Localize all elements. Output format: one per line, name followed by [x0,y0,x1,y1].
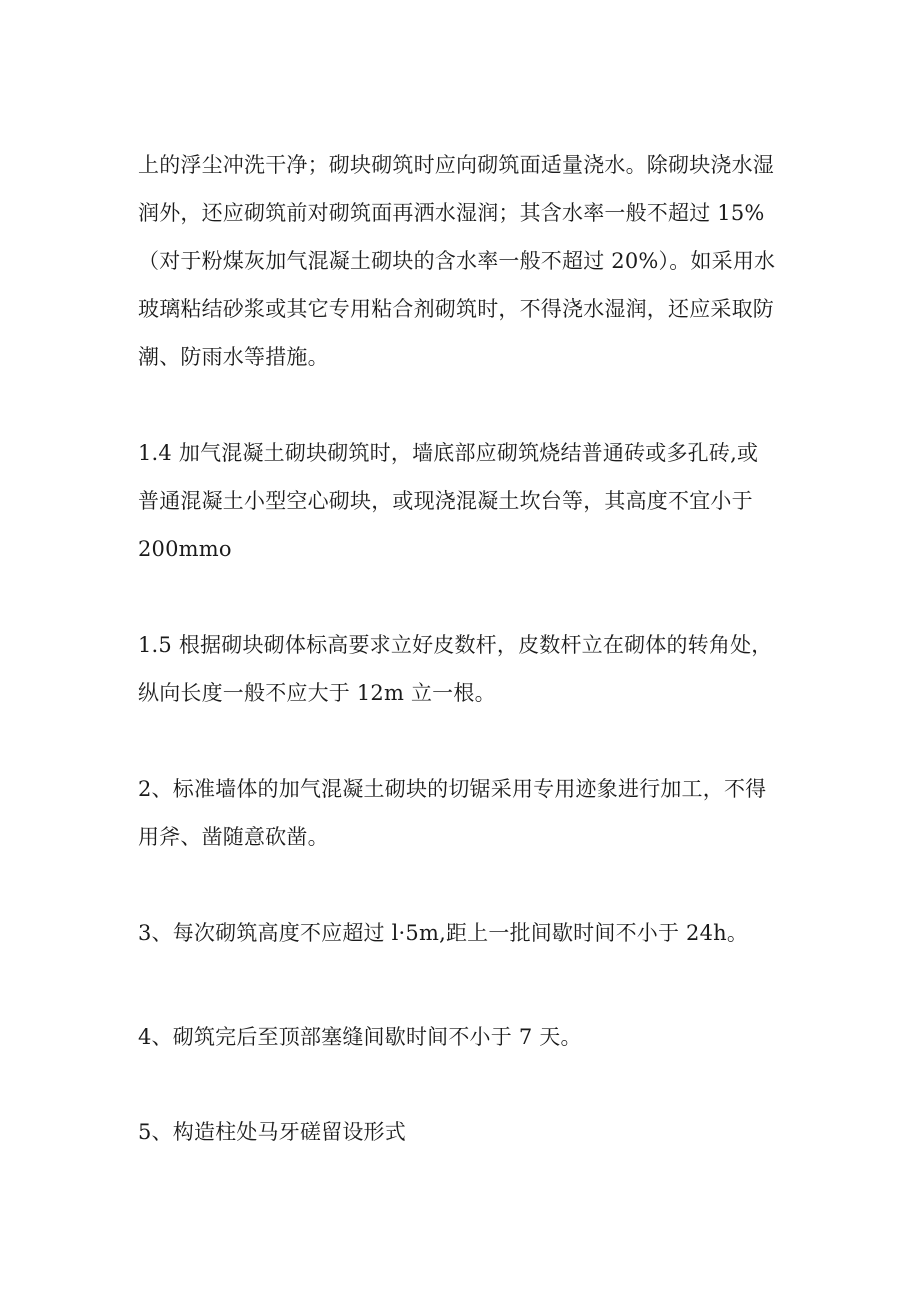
paragraph-2-line-1: 1.4 加气混凝土砌块砌筑时，墙底部应砌筑烧结普通砖或多孔砖,或 [138,441,759,465]
paragraph-3-line-1: 1.5 根据砌块砌体标高要求立好皮数杆，皮数杆立在砌体的转角处， [138,633,773,657]
paragraph-1-line-3: （对于粉煤灰加气混凝土砌块的含水率一般不超过 20%）。如采用水 [138,249,776,273]
paragraph-3-line-2: 纵向长度一般不应大于 12m 立一根。 [138,681,496,705]
paragraph-2-line-2: 普通混凝土小型空心砌块，或现浇混凝土坎台等，其高度不宜小于 [138,489,753,513]
paragraph-2-line-3: 200mmo [138,537,232,561]
paragraph-1-line-1: 上的浮尘冲洗干净；砌块砌筑时应向砌筑面适量浇水。除砌块浇水湿 [138,153,774,177]
paragraph-4-line-2: 用斧、凿随意砍凿。 [138,825,329,849]
paragraph-1-line-4: 玻璃粘结砂浆或其它专用粘合剂砌筑时，不得浇水湿润，还应采取防 [138,297,774,321]
paragraph-1-line-2: 润外，还应砌筑前对砌筑面再洒水湿润；其含水率一般不超过 15% [138,201,765,225]
paragraph-6-line-1: 4、砌筑完后至顶部塞缝间歇时间不小于 7 天。 [138,1025,582,1049]
paragraph-1-line-5: 潮、防雨水等措施。 [138,345,329,369]
paragraph-7-line-1: 5、构造柱处马牙磋留设形式 [138,1120,406,1144]
paragraph-4-line-1: 2、标准墙体的加气混凝土砌块的切锯采用专用迹象进行加工，不得 [138,777,767,801]
paragraph-5-line-1: 3、每次砌筑高度不应超过 l·5m,距上一批间歇时间不小于 24h。 [138,921,749,945]
